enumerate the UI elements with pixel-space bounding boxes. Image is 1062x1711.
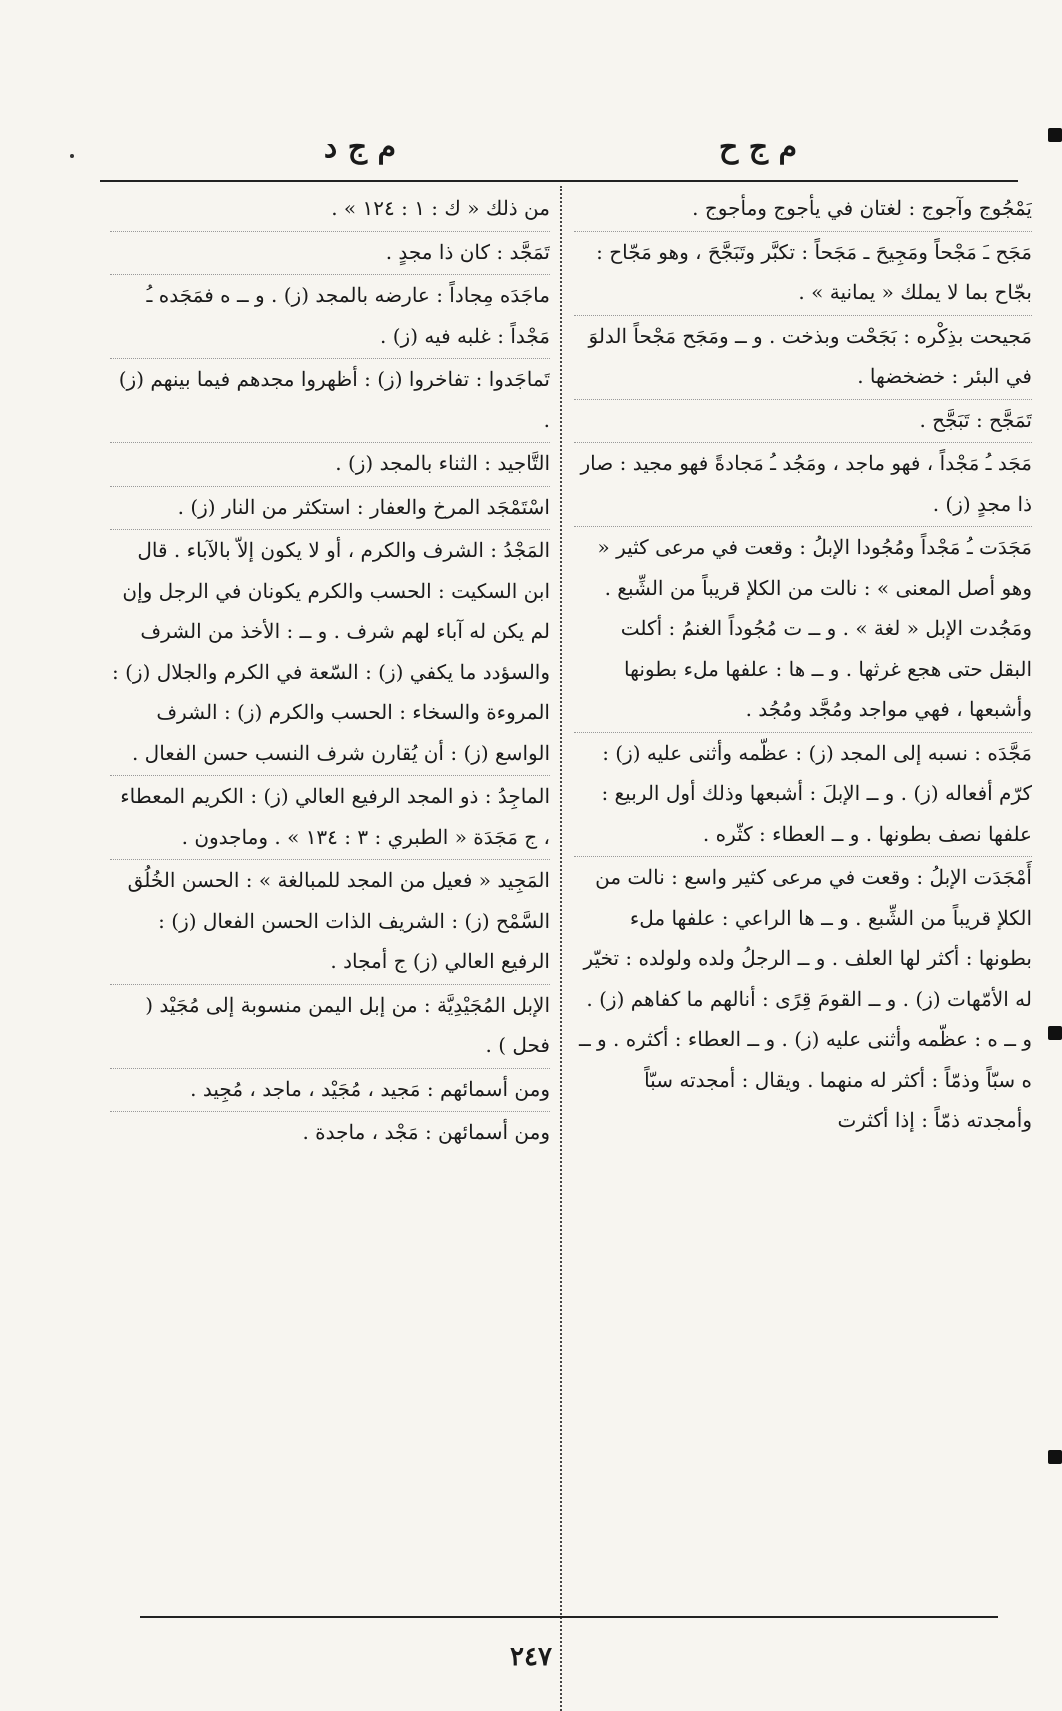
entry-text: تَماجَدوا : تفاخروا (ز) : أظهروا مجدهم فيما بينهم (ز) .: [118, 367, 550, 432]
entry: [574, 188, 1032, 232]
entry-text: المَجِيد « فعيل من المجد للمبالغة » : الحسن الخُلُق السَّمْح (ز) : الشريف الذات الحسن الفعال (ز) : الرفيع العالي (ز) ج أمجاد .: [127, 868, 550, 973]
entry-text: المَجْدُ : الشرف والكرم ، أو لا يكون إلاّ بالآباء . قال ابن السكيت : الحسب والكرم يكونان في الرجل وإن لم يكن له آباء لهم شرف . و ــ : الأخذ من الشرف والسؤدد ما يكفي (ز) : السّعة في الكرم والجلال (ز) : المروءة والسخاء : الحسب والكرم (ز) : الشرف الواسع (ز) : أن يُقارن شرف النسب حسن الفعال .: [112, 538, 550, 765]
entry-text: من ذلك « ك : ١ : ١٢٤ » .: [331, 196, 550, 220]
entry: [110, 776, 550, 860]
entry-text: ومن أسمائهم : مَجيد ، مُجَيْد ، ماجد ، مُجِيد .: [190, 1076, 550, 1101]
entry: [110, 530, 550, 776]
entry: [110, 443, 550, 487]
entry-text: مَجَّدَه : نسبه إلى المجد (ز) : عظّمه وأثنى عليه (ز) : كرّم أفعاله (ز) . و ــ الإبلَ : أشبعها وذلك أول الربيع : علفها نصف بطونها . و ــ العطاء : كثّره .: [601, 740, 1032, 846]
entry-text: الماجِدُ : ذو المجد الرفيع العالي (ز) : الكريم المعطاء ، ج مَجَدَة « الطبري : ٣ : ١٣٤ » . وماجدون .: [120, 784, 550, 849]
entry: [110, 232, 550, 276]
entry-text: ماجَدَه مِجاداً : عارضه بالمجد (ز) . و ــ ه فمَجَده ـُ مَجْداً : غلبه فيه (ز) .: [146, 283, 550, 348]
top-rule: [100, 180, 1018, 182]
entry: [574, 316, 1032, 400]
entry-text: اسْتَمْجَد المرخ والعفار : استكثر من النار (ز) .: [177, 494, 550, 519]
entry: [110, 487, 550, 531]
margin-dot: [70, 154, 74, 158]
column-divider: [560, 186, 562, 1711]
entry-text: تَمَجَّح : تَبَجَّح .: [919, 407, 1032, 432]
margin-marker: [1048, 128, 1062, 142]
margin-marker: [1048, 1450, 1062, 1464]
entry: [110, 275, 550, 359]
entry: [110, 188, 550, 232]
entry-text: أَمْجَدَت الإبلُ : وقعت في مرعى كثير واسع : نالت من الكلإ قريباً من الشِّبع . و ــ ها الراعي : علفها ملء بطونها : أكثر لها العلف . و ــ الرجلُ ولده ولولده : تخيّر له الأمّهات (ز) . و ــ القومَ قِرًى : أنالهم ما كفاهم (ز) . و ــ ه : عظّمه وأثنى عليه (ز) . و ــ العطاء : أكثره . و ــ ه سبّاً وذمّاً : أكثر له منهما . ويقال : أمجدته سبّاً وأمجدته ذمّاً : إذا أكثرت: [578, 865, 1032, 1132]
entry-text: الإبل المُجَيْدِيَّة : من إبل اليمن منسوبة إلى مُجَيْد ( فحل ) .: [145, 992, 550, 1057]
entry-text: مَجيحت بذِكْره : بَجَحْت وبذخت . و ــ ومَجَح مَجْحاً الدلوَ في البئر : خضخضها .: [588, 323, 1032, 388]
margin-marker: [1048, 1026, 1062, 1040]
entry-text: مَجَح ـَ مَجْحاً ومَجِيحَ ـ مَجَحاً : تكبَّر وتَبَجَّحَ ، وهو مَجّاح : بجّاح بما لا يملك « يمانية » .: [596, 239, 1032, 304]
entry-text: تَمَجَّد : كان ذا مجدٍ .: [385, 239, 550, 264]
entry-text: ومن أسمائهن : مَجْد ، ماجدة .: [302, 1120, 550, 1144]
entry-text: مَجَد ـُ مَجْداً ، فهو ماجد ، ومَجُد ـُ مَجادةً فهو مجيد : صار ذا مجدٍ (ز) .: [580, 451, 1032, 516]
entry: [110, 860, 550, 985]
entry-text: مَجَدَت ـُ مَجْداً ومُجُودا الإبلُ : وقعت في مرعى كثير « وهو أصل المعنى » : نالت من الكلإ قريباً من الشِّبع . ومَجُدت الإبل « لغة » . و ــ ت مُجُوداً الغنمُ : أكلت البقل حتى هجع غرثها . و ــ ها : علفها ملء بطونها وأشبعها ، فهي مواجد ومُجَّد ومُجُد .: [597, 535, 1032, 721]
entry: [110, 359, 550, 443]
entry: [574, 443, 1032, 527]
bottom-rule: [140, 1616, 998, 1618]
left-column: [110, 188, 550, 1708]
entry-text: التَّاجيد : الثناء بالمجد (ز) .: [335, 451, 550, 475]
left-column-header: م ج د: [323, 130, 397, 165]
entry: [574, 400, 1032, 444]
right-column: [574, 188, 1032, 1708]
entry: [574, 232, 1032, 316]
entry: [110, 985, 550, 1069]
entry: [574, 733, 1032, 858]
entry-text: يَمْجُوج وآجوج : لغتان في يأجوج ومأجوج .: [692, 196, 1032, 220]
entry: [110, 1112, 550, 1155]
page-number: ٢٤٧: [510, 1642, 552, 1672]
entry: [574, 857, 1032, 1143]
entry: [110, 1069, 550, 1113]
right-column-header: م ج ح: [718, 130, 798, 165]
entry: [574, 527, 1032, 733]
